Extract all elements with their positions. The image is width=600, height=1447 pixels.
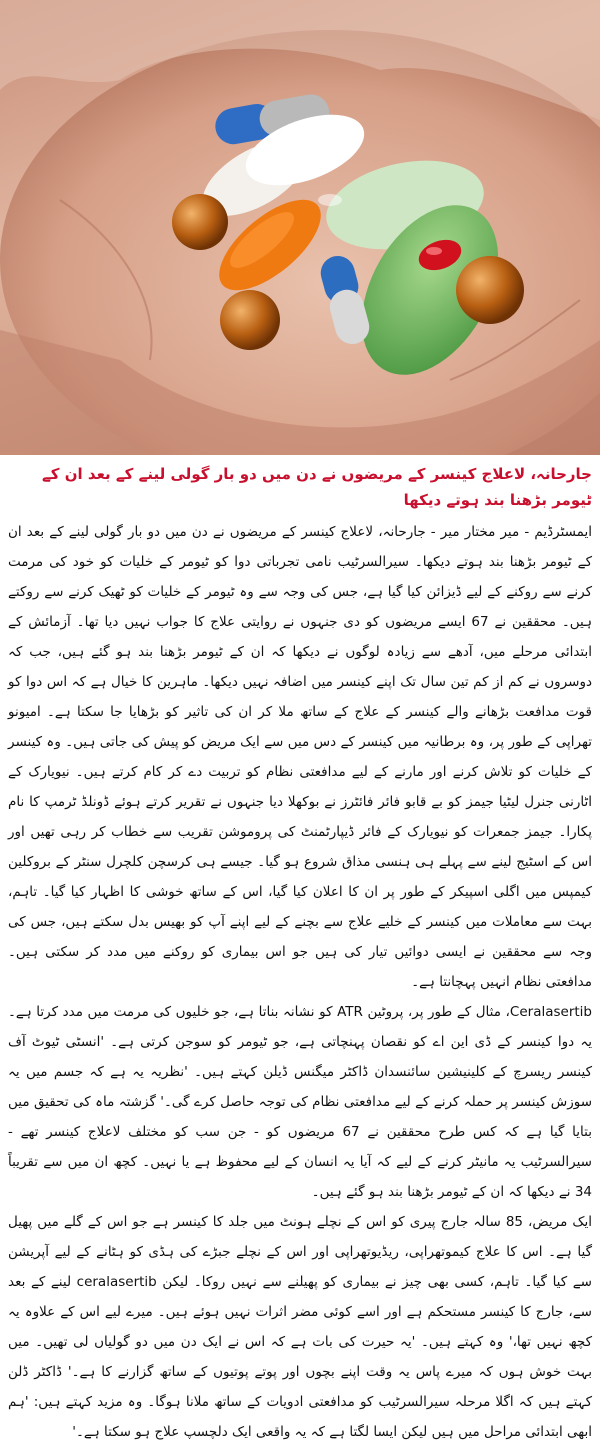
article-photo: [0, 0, 600, 455]
article-body: [8, 517, 592, 1447]
article-paragraph: Ceralasertib، مثال کے طور پر، پروٹین ATR کو نشانہ بناتا ہے، جو خلیوں کی مرمت میں مدد کرتا ہے۔ یہ دوا کینسر کے ڈی این اے کو نقصان پہنچاتی ہے، جو ٹیومر کو سوجن کرتی ہے۔ 'انسٹی ٹیوٹ آف کینسر ریسرچ کے کلینیشین سائنسدان ڈاکٹر میگنس ڈیلن کہتے ہیں۔ 'نظریہ یہ ہے کہ جسم میں یہ سوزش کینسر پر حملہ کرنے کے لیے مدافعتی نظام کی توجہ حاصل کرے گی۔' گزشتہ ماہ کی تحقیق میں بتایا گیا ہے کہ کس طرح محققین نے 67 مریضوں کو - جن سب کو مختلف لاعلاج کینسر تھے - سیرالسرٹیب یہ مانیٹر کرنے کے لیے کہ آیا یہ انسان کے لیے محفوظ ہے یا نہیں۔ کچھ ان میں سے تقریباً 34 نے دیکھا کہ ان کے ٹیومر بڑھنا بند ہو گئے ہیں۔: [8, 1004, 593, 1200]
article-paragraph: ایمسٹرڈیم - میر مختار میر - جارحانہ، لاعلاج کینسر کے مریضوں نے دن میں دو بار گولی لینے کے بعد ان کے ٹیومر بڑھنا بند ہوتے دیکھا۔ سیرالسرٹیب نامی تجرباتی دوا کو ٹیومر کے خلیات کو خود کی مرمت کرنے سے روکنے کے لیے ڈیزائن کیا گیا ہے، جس کی وجہ سے وہ ٹیومر کے خلیات کو ٹھیک کرنے سے روکتے ہیں۔ محققین نے 67 ایسے مریضوں کو دی جنہوں نے روایتی علاج کا جواب نہیں دیا تھا۔ آزمائش کے ابتدائی مرحلے میں، آدھے سے زیادہ لوگوں نے دیکھا کہ ان کے ٹیومر بڑھنا بند ہو گئے ہیں، جب کہ دوسروں نے کم از کم تین سال تک اپنے کینسر میں اضافہ نہیں دیکھا۔ ماہرین کا خیال ہے کہ اس دوا کو قوت مدافعت بڑھانے والے کینسر کے علاج کے ساتھ ملا کر ان کی تاثیر کو بڑھایا جا سکتا ہے۔ امیونو تھراپی کے طور پر، وہ برطانیہ میں کینسر کے دس میں سے ایک مریض کو پیش کی جاتی ہیں۔ وہ کینسر کے خلیات کو تلاش کرنے اور مارنے کے لیے مدافعتی نظام کو تربیت دے کر کام کرتے ہیں۔ نیویارک کے اٹارنی جنرل لیٹیا جیمز کو بے قابو فائر فائٹرز نے بوکھلا دیا جنہوں نے تقریر کرتے ہوئے ڈونلڈ ٹرمپ کا نام پکارا۔ جیمز جمعرات کو نیویارک کے فائر ڈیپارٹمنٹ کی پروموشن تقریب سے خطاب کر رہی تھیں اور اس کے اسٹیج لینے سے پہلے ہی ہنسی مذاق شروع ہو گیا۔ جیسے ہی کرسچن کلچرل سنٹر کے بروکلین کیمپس میں اگلی اسپیکر کے طور پر ان کا اعلان کیا گیا، اس کے ساتھ خوشی کا اظہار کیا گیا۔ تاہم، بہت سے معاملات میں کینسر کے خلیے علاج سے بچنے کے لیے اپنے آپ کو بھیس بدل سکتے ہیں، جس کی وجہ سے محققین نے ایسی دوائیں تیار کی ہیں جو اس بیماری کو روکنے میں مدد کر سکتی ہیں۔ مدافعتی نظام انہیں پہچانتا ہے۔: [8, 524, 592, 990]
article-paragraph: ایک مریض، 85 سالہ جارج پیری کو اس کے نچلے ہونٹ میں جلد کا کینسر ہے جو اس کے گلے میں پھیل گیا ہے۔ اس کا علاج کیموتھراپی، ریڈیوتھراپی اور اس کے نچلے جبڑے کی ہڈی کو ہٹانے کے لیے آپریشن سے کیا گیا۔ تاہم، کسی بھی چیز نے بیماری کو پھیلنے سے نہیں روکا۔ لیکن ceralasertib لینے کے بعد سے، جارج کا کینسر مستحکم ہے اور اسے کوئی مضر اثرات نہیں ہوئے ہیں۔ میرے لیے اس کے علاوہ یہ کچھ نہیں تھا،' وہ کہتے ہیں۔ 'یہ حیرت کی بات ہے کہ اس نے ایک دن میں دو گولیاں لی تھیں۔ میں بہت خوش ہوں کہ میرے پاس یہ وقت اپنے بچوں اور پوتے پوتیوں کے ساتھ گزارنے کا ہے۔' ڈاکٹر ڈلن کہتے ہیں کہ اگلا مرحلہ سیرالسرٹیب کو مدافعتی ادویات کے ساتھ ملانا ہوگا۔ وہ مزید کہتے ہیں: 'ہم ابھی ابتدائی مراحل میں ہیں لیکن ایسا لگتا ہے کہ یہ واقعی ایک دلچسپ علاج ہو سکتا ہے۔': [8, 1214, 592, 1440]
headline: جارحانہ، لاعلاج کینسر کے مریضوں نے دن میں دو بار گولی لینے کے بعد ان کے ٹیومر بڑھنا بند ہوتے دیکھا: [42, 465, 592, 509]
pills-in-hand-icon: [0, 0, 600, 455]
